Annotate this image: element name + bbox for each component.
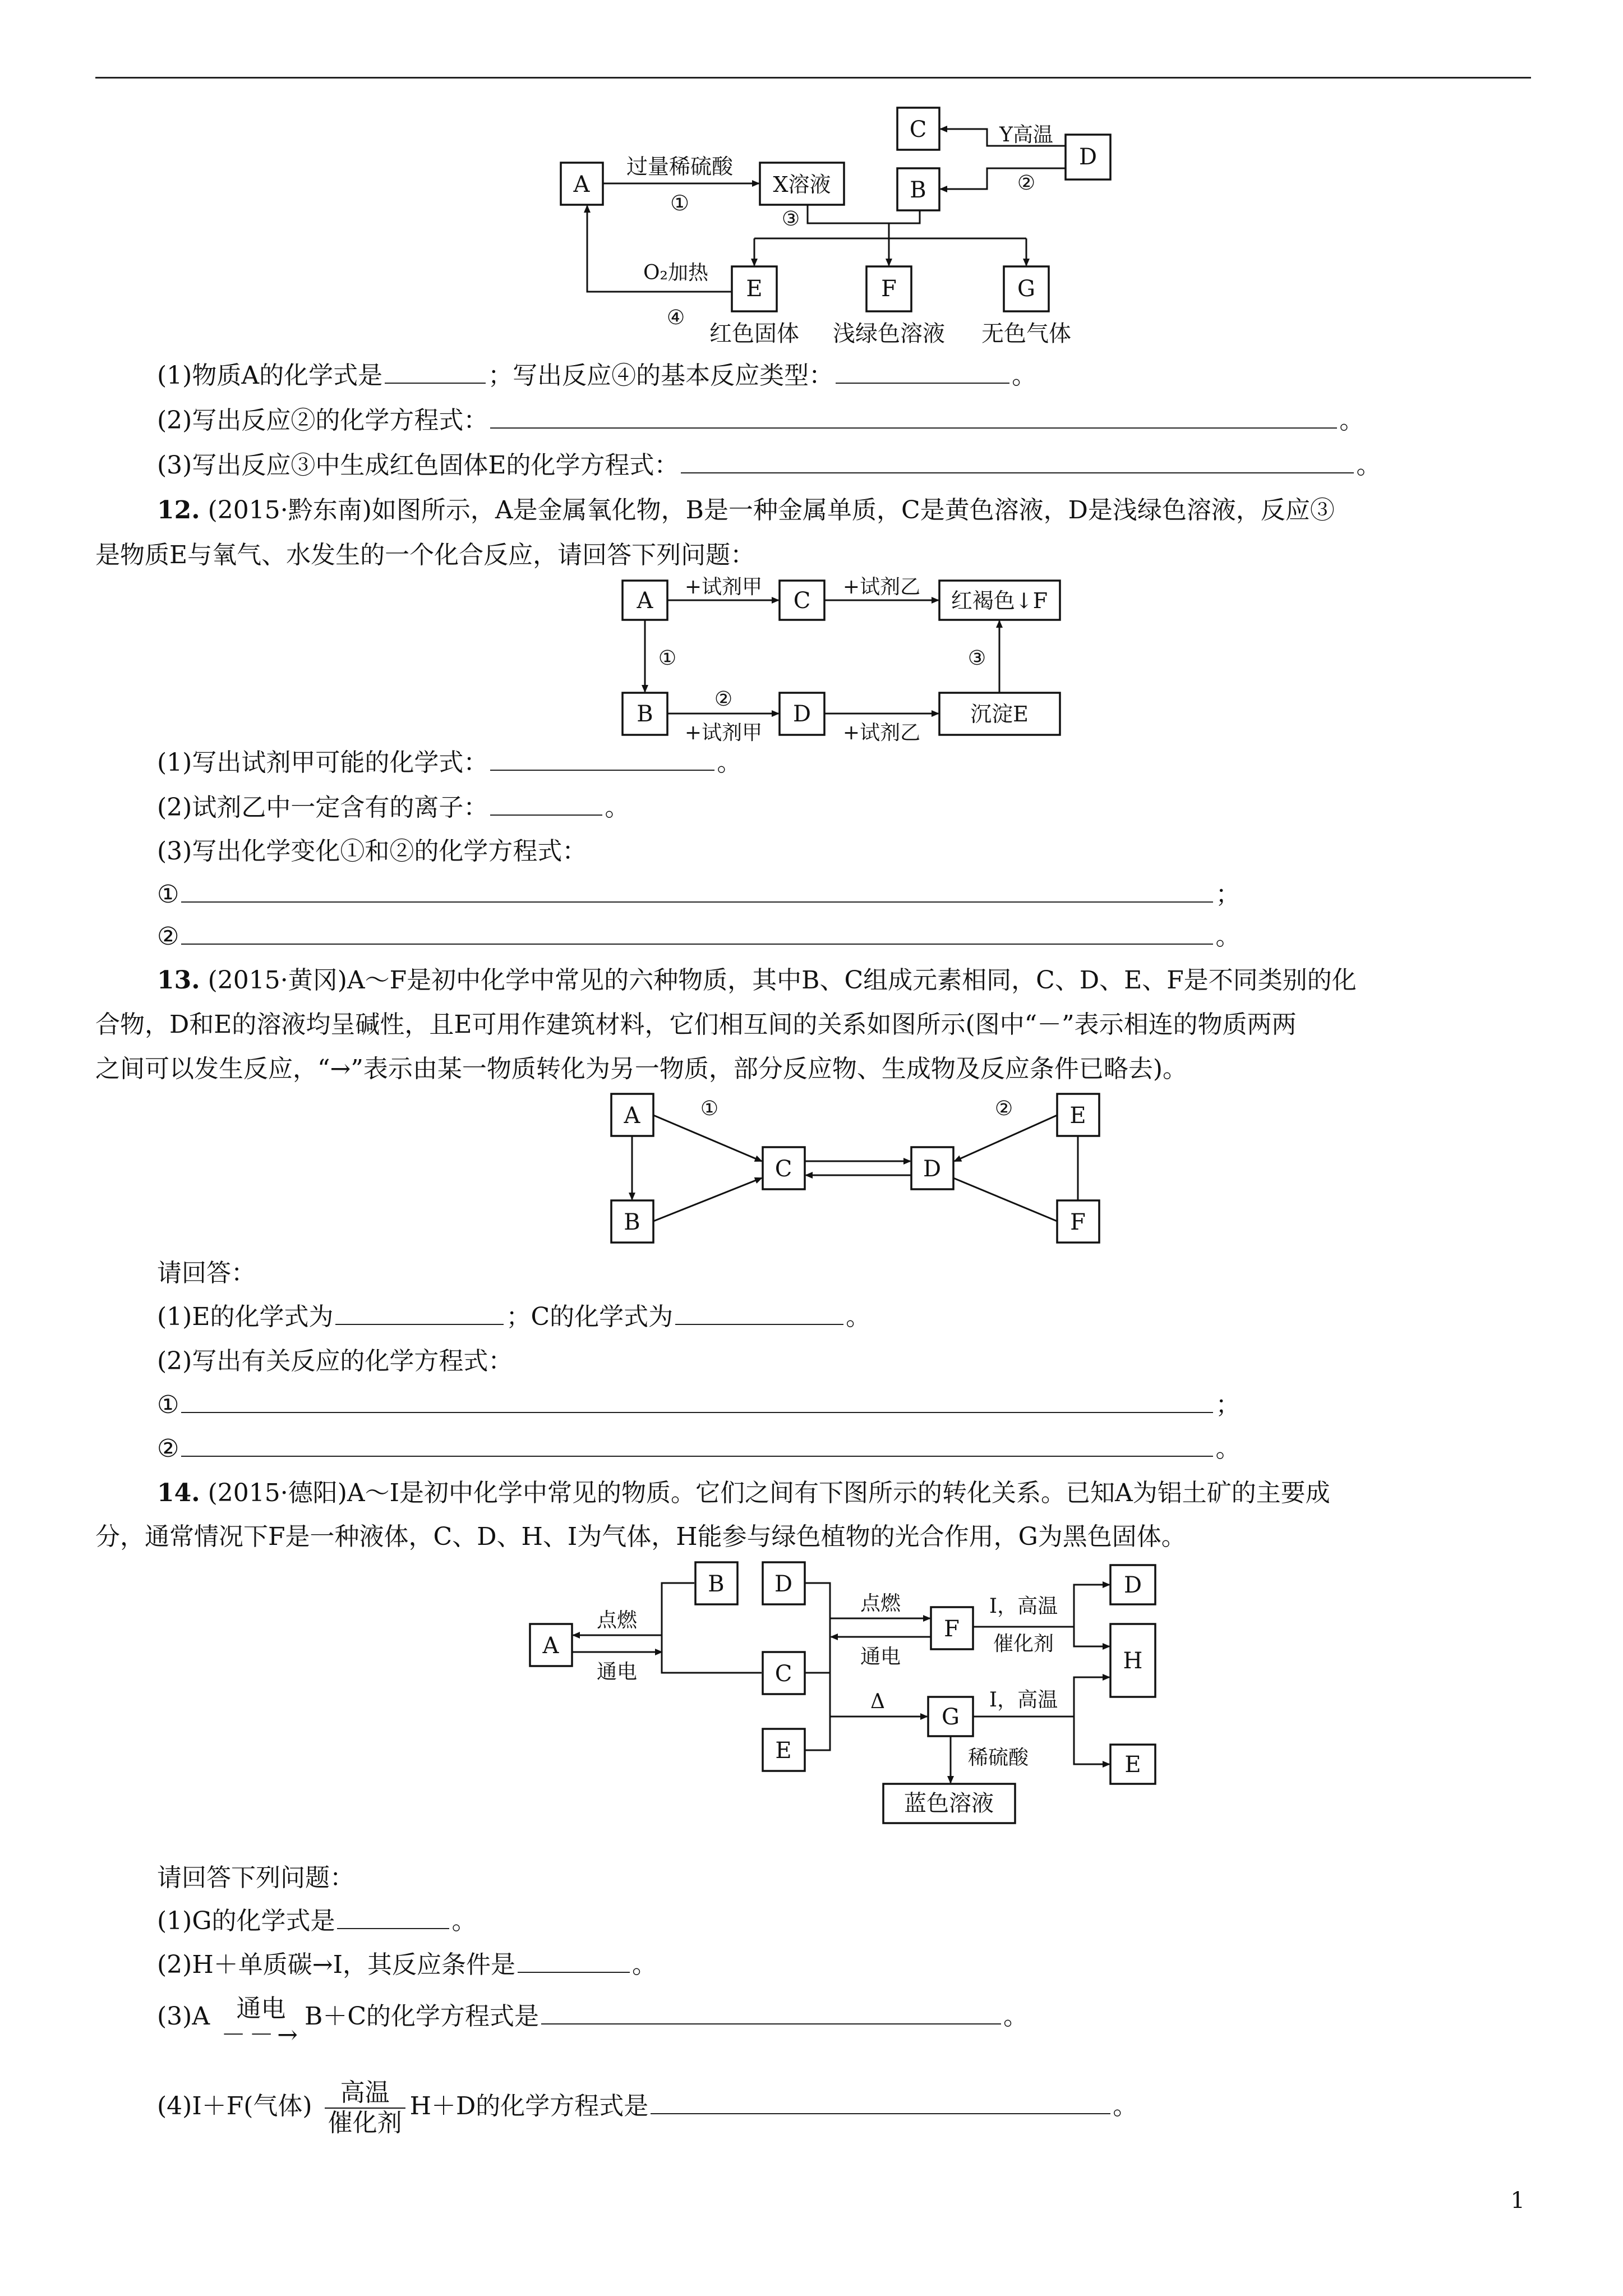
q14-node-blue-label: 蓝色溶液 [904,1791,994,1816]
q13-blank-e-formula[interactable] [335,1300,504,1325]
q13-sub2 [157,1345,513,1378]
q14-sub4-conditions [325,2078,405,2138]
q11-diagram [555,101,1138,353]
q14-node-g-label: G [942,1704,960,1730]
q13-edge-a-c [653,1115,762,1161]
q14-sub2 [157,1948,657,1982]
q14-sub3 [157,1986,1028,2047]
q13-number: 13. [157,966,200,995]
q11-sub3-text: (3)写出反应③中生成红色固体E的化学方程式： [157,451,679,480]
q11-node-x-label: X溶液 [773,172,831,197]
q13-eq1-mark: ① [157,1391,179,1419]
q14-stem-line1 [157,1476,1330,1510]
q12-sub1 [157,746,741,780]
q14-label-dilute: 稀硫酸 [967,1746,1029,1769]
q13-stem-line3 [95,1052,1187,1086]
q11-label-acid: 过量稀硫酸 [626,154,734,179]
q11-node-c-label: C [909,117,927,142]
q14-sub2-end: 。 [631,1950,657,1979]
q13-label-r1: ① [700,1097,719,1120]
q12-blank-eq2[interactable] [181,920,1213,945]
q14-stem1: (2015·德阳)A～I是初中化学中常见的物质。它们之间有下图所示的转化关系。已知A为铝土矿的主要成 [208,1479,1330,1507]
q12-eq1 [157,878,1240,912]
q13-stem-line1 [157,964,1357,997]
q13-node-a-label: A [624,1103,640,1129]
q12-node-c-label: C [793,588,811,614]
q14-sub3-text-a: (3)A [157,2002,210,2031]
q12-sub2 [157,791,629,825]
q14-node-f-label: F [944,1616,960,1642]
q14-label-i-high: I，高温 [989,1595,1058,1618]
q14-number: 14. [157,1479,200,1507]
q14-sub3-text-b: B＋C的化学方程式是 [304,2002,539,2031]
q14-blank-condition[interactable] [518,1948,630,1973]
q11-node-a-label: A [573,172,590,197]
q11-label-r4: ④ [666,306,685,329]
q12-blank-eq1[interactable] [181,878,1213,903]
q12-eq1-mark: ① [157,880,179,909]
q12-blank-ion[interactable] [490,791,602,816]
q14-sub3-reaction-arrow [221,1995,301,2047]
q11-sub1-end: 。 [1012,361,1037,390]
q12-node-f-label: 红褐色↓F [951,588,1048,613]
q11-node-e-label: E [746,276,763,302]
q13-blank-c-formula[interactable] [675,1300,843,1325]
q14-blank-eq4[interactable] [651,2090,1110,2114]
q14-label-delta: Δ [870,1690,885,1713]
q13-node-b-label: B [624,1209,640,1235]
q12-eq1-end: ； [1215,880,1241,909]
q14-sub4-end: 。 [1113,2092,1138,2120]
q13-eq2 [157,1432,1240,1466]
q12-stem-line2 [95,539,755,572]
q14-label-ignite-d: 点燃 [860,1592,901,1615]
q11-blank-eq3[interactable] [681,449,1354,473]
q12-sub3-text: (3)写出化学变化①和②的化学方程式： [157,837,587,866]
q12-eq2 [157,920,1240,954]
q11-sub2-end: 。 [1339,406,1364,435]
q13-diagram [600,1088,1116,1257]
q11-blank-a-formula[interactable] [385,359,486,384]
q13-node-d-label: D [923,1156,942,1182]
q12-number: 12. [157,496,200,524]
q12-label-r1: ① [658,647,677,670]
q12-eq2-end: 。 [1215,922,1241,951]
q14-stem-line2 [95,1520,1186,1554]
q14-node-b-label: B [708,1571,725,1597]
q12-stem1: (2015·黔东南)如图所示，A是金属氧化物，B是一种金属单质，C是黄色溶液，D是浅绿色溶液，反应③ [208,496,1335,524]
q14-label-i-high2: I，高温 [989,1688,1058,1711]
q11-node-g-label: G [1017,276,1035,302]
q12-eq2-mark: ② [157,922,179,951]
q11-caption-g: 无色气体 [981,321,1071,347]
q13-ask-text: 请回答： [157,1259,256,1287]
q12-sub2-text: (2)试剂乙中一定含有的离子： [157,793,488,822]
q14-sub4 [157,2076,1137,2138]
q14-stem2: 分，通常情况下F是一种液体，C、D、H、I为气体，H能参与绿色植物的光合作用，G为黑色固体。 [95,1522,1186,1551]
q12-sub3 [157,835,587,868]
q14-ask [157,1861,354,1895]
q14-node-d1-label: D [774,1571,793,1597]
q14-sub3-arrow: －－→ [221,2021,301,2049]
q13-label-r2: ② [994,1097,1013,1120]
q13-eq2-end: 。 [1215,1434,1241,1463]
q14-sub4-text-a: (4)I＋F(气体) [157,2092,312,2120]
q12-blank-reagent-a[interactable] [490,746,714,771]
q12-diagram [606,572,1077,746]
q11-sub1 [157,359,1036,393]
q13-eq1 [157,1388,1240,1422]
q14-edge-d1c-bracket [805,1583,830,1673]
q14-label-elec-a: 通电 [596,1660,638,1683]
q11-blank-reaction-type[interactable] [836,359,1009,384]
q14-edge-ce-bracket [805,1673,830,1750]
q13-edge-e-d [955,1115,1057,1161]
q11-label-r3: ③ [781,208,800,231]
q14-node-d2-label: D [1123,1572,1142,1598]
q14-node-c-label: C [774,1661,792,1687]
q12-sub1-text: (1)写出试剂甲可能的化学式： [157,748,488,777]
q14-blank-g-formula[interactable] [337,1904,449,1929]
q11-blank-eq2[interactable] [490,404,1337,429]
q13-blank-eq2[interactable] [181,1432,1213,1457]
q13-sub2-text: (2)写出有关反应的化学方程式： [157,1347,513,1375]
q14-sub1-text: (1)G的化学式是 [157,1907,335,1935]
q14-node-a-label: A [542,1633,559,1659]
page-number: 1 [1510,2188,1525,2214]
q12-label-de: +试剂乙 [842,721,921,744]
q14-edge-fork2-e2 [1074,1717,1109,1764]
q12-node-a-label: A [637,588,653,614]
q11-node-d-label: D [1078,144,1098,170]
q14-sub1 [157,1904,476,1938]
q13-ask [157,1257,256,1290]
q14-sub4-text-b: H＋D的化学方程式是 [409,2092,649,2120]
q13-edge-b-c [653,1178,762,1221]
q12-label-r3: ③ [967,647,986,670]
q11-label-o2: O₂加热 [643,261,708,284]
q11-sub3 [157,449,1381,482]
q13-stem2: 合物，D和E的溶液均呈碱性，且E可用作建筑材料，它们相互间的关系如图所示(图中“－”表示相连的物质两两 [95,1010,1297,1039]
q11-label-y: Y高温 [999,123,1053,146]
q13-blank-eq1[interactable] [181,1388,1213,1413]
q14-ask-text: 请回答下列问题： [157,1864,354,1892]
q14-label-elec-d: 通电 [860,1645,901,1668]
q14-sub3-condition: 通电 [236,1994,286,2023]
q13-node-f-label: F [1070,1209,1086,1235]
q13-node-c-label: C [774,1156,792,1182]
q14-blank-eq3[interactable] [541,2000,1001,2024]
q12-label-cf: +试剂乙 [842,576,921,599]
q14-node-e1-label: E [775,1738,792,1764]
q11-caption-f: 浅绿色溶液 [833,321,945,347]
q14-sub1-end: 。 [451,1907,477,1935]
q12-node-e-label: 沉淀E [970,702,1029,726]
q12-node-d-label: D [792,701,811,727]
q14-edge-fork2-h [1074,1677,1109,1717]
q14-node-h-label: H [1123,1648,1143,1674]
q11-label-r2: ② [1017,172,1036,195]
q13-stem1: (2015·黄冈)A～F是初中化学中常见的六种物质，其中B、C组成元素相同，C、D、E、F是不同类别的化 [208,966,1357,995]
q14-label-catalyst: 催化剂 [993,1632,1054,1655]
q11-sub3-end: 。 [1356,451,1381,480]
q14-node-e2-label: E [1124,1752,1141,1778]
q11-sub1-text-a: (1)物质A的化学式是 [157,361,383,390]
q14-sub2-text: (2)H＋单质碳→I，其反应条件是 [157,1950,515,1979]
q13-node-e-label: E [1069,1103,1086,1129]
q11-sub2 [157,404,1364,438]
q14-edge-fork-d2 [1074,1585,1109,1627]
q12-sub1-end: 。 [717,748,742,777]
q14-sub3-end: 。 [1003,2002,1028,2031]
q11-caption-e: 红色固体 [709,321,799,347]
q13-sub1 [157,1300,870,1334]
q13-stem-line2 [95,1008,1297,1042]
q12-label-r2: ② [714,688,733,711]
q13-stem3: 之间可以发生反应，“→”表示由某一物质转化为另一物质，部分反应物、生成物及反应条件已略去)。 [95,1055,1188,1083]
q11-node-b-label: B [910,177,926,203]
q11-sub2-text: (2)写出反应②的化学方程式： [157,406,488,435]
q11-edge-d-b [940,168,1066,189]
q11-sub1-text-b: ；写出反应④的基本反应类型： [488,361,834,390]
q12-sub2-end: 。 [605,793,630,822]
header-rule [95,77,1531,79]
q13-sub1-text-a: (1)E的化学式为 [157,1303,334,1331]
q12-label-bd: +试剂甲 [684,721,763,744]
q11-node-f-label: F [881,276,897,302]
q14-edge-fork-h [1074,1627,1109,1646]
q13-sub1-text-b: ；C的化学式为 [506,1303,674,1331]
q14-sub4-condition-bottom: 催化剂 [328,2108,402,2137]
q12-node-b-label: B [637,701,653,727]
q14-diagram [527,1554,1172,1829]
q12-label-ac: +试剂甲 [684,576,763,599]
q14-sub4-condition-top: 高温 [325,2078,405,2109]
q14-label-ignite-a: 点燃 [596,1609,638,1632]
q13-eq1-end: ； [1215,1391,1241,1419]
q11-label-r1: ① [670,191,690,215]
q13-edge-d-f [953,1178,1057,1221]
q12-stem-line1 [157,494,1335,527]
q12-stem2: 是物质E与氧气、水发生的一个化合反应，请回答下列问题： [95,541,755,569]
q13-eq2-mark: ② [157,1434,179,1463]
q13-sub1-end: 。 [846,1303,871,1331]
